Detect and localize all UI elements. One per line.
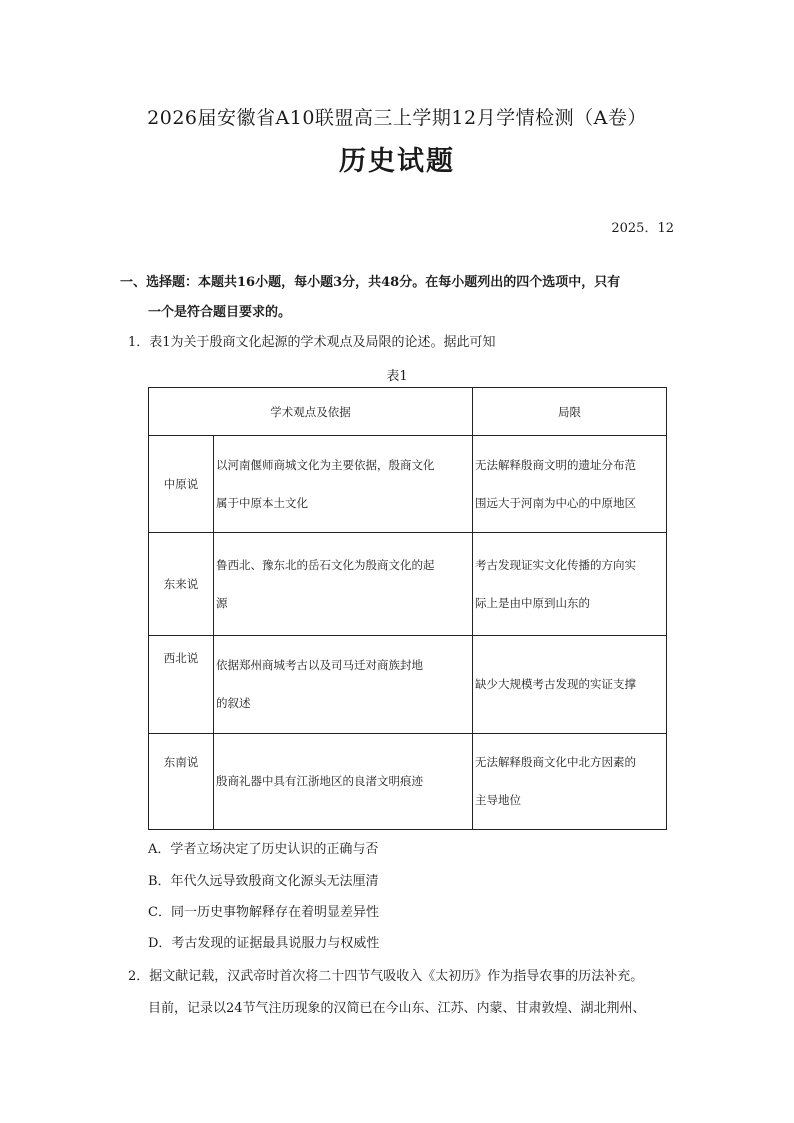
section-instructions-line2: 一个是符合题目要求的。 — [148, 305, 292, 320]
table-header-viewpoint: 学术观点及依据 — [149, 388, 473, 436]
subject-title: 历史试题 — [339, 146, 455, 177]
theory-basis — [214, 733, 473, 829]
question-1-stem: 1．表1为关于殷商文化起源的学术观点及局限的论述。据此可知 — [128, 335, 496, 350]
table-header-limitation: 局限 — [473, 388, 667, 436]
theory-limitation — [473, 533, 667, 635]
theory-name: 西北说 — [149, 635, 214, 733]
theory-basis — [214, 635, 473, 733]
theory-name: 东来说 — [149, 533, 214, 635]
theory-limitation — [473, 733, 667, 829]
theory-limitation-line: 际上是由中原到山东的 — [475, 595, 590, 610]
theory-basis — [214, 533, 473, 635]
theory-limitation-line: 主导地位 — [475, 793, 521, 808]
theory-limitation-line: 考古发现证实文化传播的方向实 — [475, 557, 636, 572]
option-d: D．考古发现的证据最具说服力与权威性 — [148, 936, 380, 951]
exam-date: 2025．12 — [611, 221, 674, 236]
table-row — [149, 635, 667, 733]
question-2-line1: 2．据文献记载，汉武帝时首次将二十四节气吸收入《太初历》作为指导农事的历法补充。 — [128, 969, 644, 984]
theory-basis-line: 以河南偃师商城文化为主要依据，殷商文化 — [216, 458, 435, 473]
theory-limitation — [473, 436, 667, 533]
section-instructions-line1: 一、选择题：本题共16小题，每小题3分，共48分。在每小题列出的四个选项中，只有 — [120, 275, 621, 290]
theory-basis-line: 鲁西北、豫东北的岳石文化为殷商文化的起 — [216, 557, 435, 572]
question-2-line2: 目前，记录以24节气注历现象的汉简已在今山东、江苏、内蒙、甘肃敦煌、湖北荆州、 — [148, 1001, 646, 1016]
theory-limitation-line: 围远大于河南为中心的中原地区 — [475, 496, 636, 511]
theory-name: 中原说 — [149, 436, 214, 533]
theory-basis-line: 属于中原本土文化 — [216, 496, 308, 511]
table-row — [149, 533, 667, 635]
theory-limitation-line: 无法解释殷商文化中北方因素的 — [475, 755, 636, 770]
table-row — [149, 436, 667, 533]
table-header-row — [149, 388, 667, 436]
theory-basis — [214, 436, 473, 533]
theory-basis-line: 殷商礼器中具有江浙地区的良渚文明痕迹 — [216, 774, 423, 789]
theory-basis-line: 源 — [216, 595, 228, 610]
table-row — [149, 733, 667, 829]
section-instructions — [120, 268, 680, 328]
viewpoints-table — [148, 387, 667, 830]
table-caption: 表1 — [386, 369, 408, 384]
question-2 — [128, 961, 688, 1025]
theory-name: 东南说 — [149, 733, 214, 829]
theory-basis-line: 的叙述 — [216, 696, 251, 711]
theory-limitation-line: 缺少大规模考古发现的实证支撑 — [475, 677, 636, 692]
exam-title: 2026届安徽省A10联盟高三上学期12月学情检测（A卷） — [147, 107, 647, 129]
option-b: B．年代久远导致殷商文化源头无法厘清 — [148, 874, 379, 889]
theory-limitation-line: 无法解释殷商文明的遗址分布范 — [475, 458, 636, 473]
option-a: A．学者立场决定了历史认识的正确与否 — [148, 842, 379, 857]
option-c: C．同一历史事物解释存在着明显差异性 — [148, 905, 379, 920]
theory-basis-line: 依据郑州商城考古以及司马迁对商族封地 — [216, 658, 423, 673]
theory-limitation — [473, 635, 667, 733]
